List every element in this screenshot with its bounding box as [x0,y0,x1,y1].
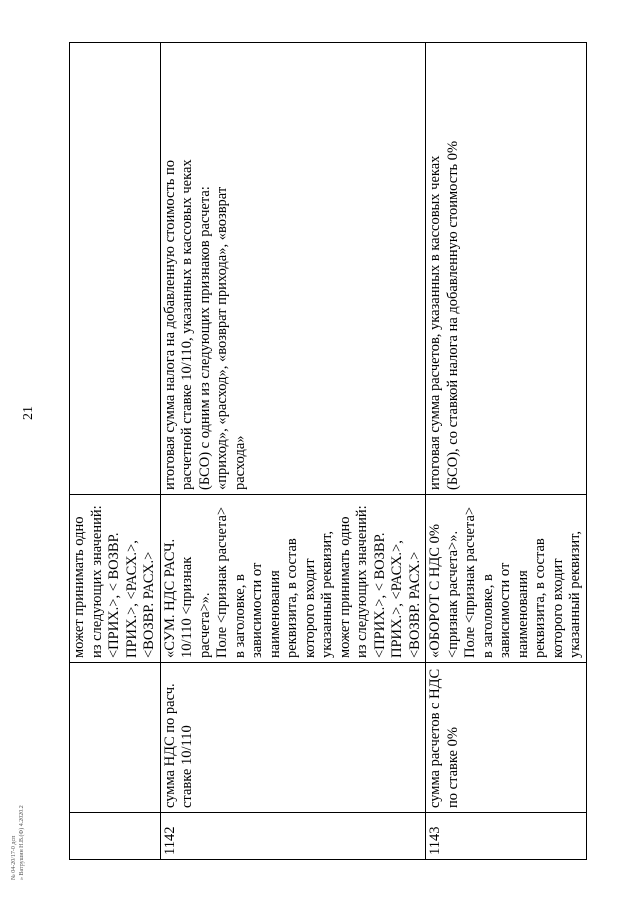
page-number: 21 [21,406,36,420]
requisite-name: сумма НДС по расч. ставке 10/110 [161,683,195,808]
tag-number-cell [160,813,426,860]
table-row [160,43,426,860]
requisite-name-cell [70,663,161,813]
requisites-table-wrapper [69,43,583,860]
requisite-name: сумма расчетов с НДС по ставке 0% [427,668,461,808]
print-form-cell [160,495,426,663]
tag-number-cell [70,813,161,860]
requisite-name-cell [426,663,587,813]
description: итоговая сумма налога на добавленную стоимость по расчетной ставке 10/110, указанных в кассовых чеках (БСО) с одним из следующих признаков расчета: «приход», «расход», «возврат прихода», «возврат расхода» [161,159,248,490]
tag-number-cell [426,813,587,860]
description: итоговая сумма расчетов, указанных в кассовых чеках (БСО), со ставкой налога на добавленную стоимость 0% [427,140,461,490]
tag-number: 1142 [161,826,178,855]
description-cell [70,43,161,495]
print-form: «ОБОРОТ С НДС 0% <признак расчета>». Поле <признак расчета> в заголовке, в зависимости от наименования реквизита, в состав которого входит указанный реквизит, [427,506,583,658]
print-form-cell [426,495,587,663]
tag-number: 1143 [427,826,443,855]
print-form: «СУМ. НДС РАСЧ. 10/110 <признак расчета>». Поле <признак расчета> в заголовке, в зависимости от наименования реквизита, в состав которого входит указанный реквизит, может принимать одно из следующих значений: <ПРИХ.>, < ВОЗВР. ПРИХ.>, <РАСХ.>, <ВОЗВР. РАСХ.> [161,505,423,658]
requisite-name-cell [160,663,426,813]
table-row [426,43,587,860]
table-row [70,43,161,860]
print-form: может принимать одно из следующих значений: <ПРИХ.>, < ВОЗВР. ПРИХ.>, <РАСХ.>, <ВОЗВР. РАСХ.> [71,505,157,658]
stamp-line-1: № 04-20/17-0 дсп [11,835,17,880]
registration-stamp [10,690,26,880]
description-cell [426,43,587,495]
stamp-line-2: » Ватрушин Н.В.(Ф) 4.2020.2 [19,805,25,880]
description-cell [160,43,426,495]
print-form-cell [70,495,161,663]
requisites-table [69,42,587,860]
